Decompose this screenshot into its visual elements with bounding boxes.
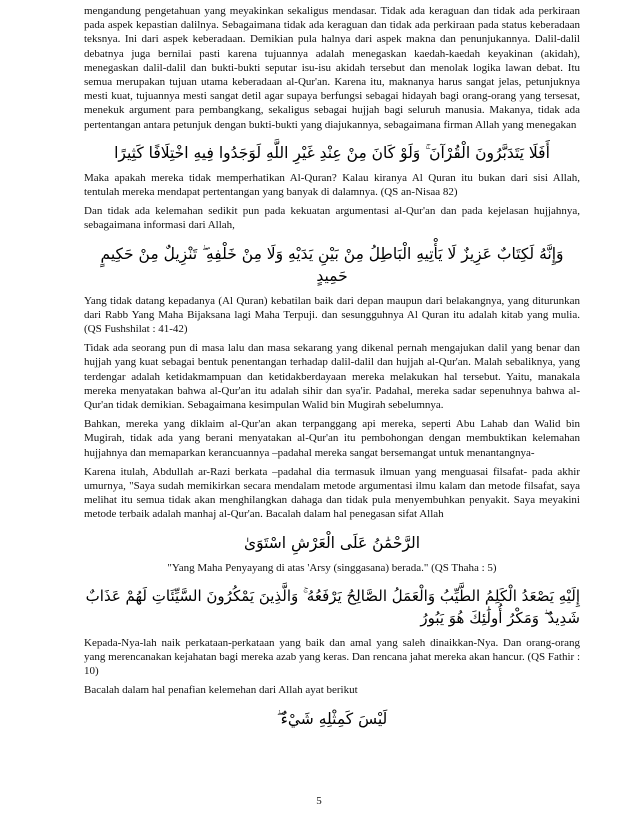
page-number: 5 [316, 795, 322, 807]
arabic-verse-laisa-kamitslihi: لَيْسَ كَمِثْلِهِ شَيْءٌ ۖ [276, 709, 388, 728]
paragraph-9: Bacalah dalam hal penafian kelemehan dari Allah ayat berikut [84, 684, 358, 697]
arabic-verse-an-nisaa-82: أَفَلَا يَتَدَبَّرُونَ الْقُرْآنَ ۚ وَلَوْ كَانَ مِنْ عِنْدِ غَيْرِ اللَّهِ لَوَجَدُوا فِيهِ اخْتِلَافًا كَثِيرًا [114, 143, 550, 162]
paragraph-1: mengandung pengetahuan yang meyakinkan sekaligus mendasar. Tidak ada keraguan dan tidak ada perkiraan pada aspek kepastian dalilnya. Sebagaimana tidak ada keraguan dan tidak ada perkiraan pada status keberadaan teksnya. Ini dari aspek keberadaan. Demikian pula halnya dari aspek makna dan penunjukannya. Dalil-dalil debatnya juga bernilai pasti karena tujuannya adalah menegaskan kaedah-kaedah keyakinan (akidah), menegaskan dalil-dalil dan bukti-bukti seputar isu-isu akidah tersebut dan menolak logika lawan debat. Itu semua merupakan tujuan utama keberadaan al-Qur'an. Karena itu, maknanya harus sangat jelas, petunjuknya mesti kuat, tujuannya mesti sangat detil agar supaya berfungsi sebagai hidayah bagi orang-orang yang tersesat, menekuk argument para pembangkang, sekaligus sebagai hujjah bagi seluruh manusia. Makanya, tidak ada pertentangan antara petunjuk dengan bukti-bukti yang diajukannya, sebagaimana firman Allah yang menegakan [84, 5, 580, 131]
paragraph-translation-fushshilat: Yang tidak datang kepadanya (Al Quran) kebatilan baik dari depan maupun dari belakangnya, yang diturunkan dari Rabb Yang Maha Bijaksana lagi Maha Terpuji. dan sesungguhnya Al Quran itu adalah kitab yang mulia. (QS Fushshilat : 41-42) [84, 294, 580, 336]
arabic-verse-fushshilat: وَإِنَّهُ لَكِتَابٌ عَزِيزٌ لَا يَأْتِيهِ الْبَاطِلُ مِنْ بَيْنِ يَدَيْهِ وَلَا مِنْ خَلْفِهِ ۖ تَنْزِيلٌ مِنْ حَكِيمٍ حَمِيدٍ [100, 244, 564, 285]
paragraph-translation-fathir: Kepada-Nya-lah naik perkataan-perkataan yang baik dan amal yang saleh dinaikkan-Nya. Dan orang-orang yang merencanakan kejahatan bagi mereka azab yang keras. Dan rencana jahat mereka akan hancur. (QS Fathir : 10) [84, 636, 580, 678]
paragraph-3: Dan tidak ada kelemahan sedikit pun pada kekuatan argumentasi al-Qur'an dan pada kejelasan hujjahnya, sebagaimana informasi dari Allah, [84, 205, 580, 232]
paragraph-5: Tidak ada seorang pun di masa lalu dan masa sekarang yang dikenal pernah mengajukan dalil yang benar dan hujjah yang kuat sebagai bentuk penentangan terhadap dalil-dalil dan hujjah al-Qur'an. Malah sebaliknya, yang terdengar adalah ketidakmampuan dan ketidakberdayaan mereka melakukan hal tersebut. Yaitu, manakala mereka menyatakan bahwa al-Qur'an itu adalah sihir dan sya'ir. Padahal, mereka sadar sepenuhnya bahwa al-Qur'an tidak demikian. Sebagaimana kesimpulan Walid bin Mugirah sebelumnya. [84, 342, 580, 412]
paragraph-translation-an-nisaa: Maka apakah mereka tidak memperhatikan Al-Quran? Kalau kiranya Al Quran itu bukan dari sisi Allah, tentulah mereka mendapat pertentangan yang banyak di dalamnya. (QS an-Nisaa 82) [84, 171, 580, 199]
paragraph-7: Karena itulah, Abdullah ar-Razi berkata –padahal dia termasuk ilmuan yang menguasai filsafat- pada akhir umurnya, "Saya sudah memikirkan secara mendalam metode argumentasi ilmu kalam dan metode filsafat, saya melihat itu semua tidak akan menghilangkan dahaga dan tidak pula menyembuhkan penyakit. Saya meyakini metode terbaik adalah manhaj al-Qur'an. Bacalah dalam hal penegasan sifat Allah [84, 465, 580, 521]
paragraph-6: Bahkan, mereka yang diklaim al-Qur'an akan terpanggang api mereka, seperti Abu Lahab dan Walid bin Mugirah, tidak ada yang berani menyatakan al-Qur'an itu pembohongan dengan membuktikan kelemahan hujjahnya dan memaparkan kerancuannya –padahal mereka sangat bersemangat untuk menantangnya- [84, 418, 580, 459]
arabic-verse-fathir-10: إِلَيْهِ يَصْعَدُ الْكَلِمُ الطَّيِّبُ وَالْعَمَلُ الصَّالِحُ يَرْفَعُهُ ۚ وَالَّذِينَ يَمْكُرُونَ السَّيِّئَاتِ لَهُمْ عَذَابٌ شَدِيدٌ ۖ وَمَكْرُ أُولَٰئِكَ هُوَ يَبُورُ [85, 586, 580, 627]
arabic-verse-thaha-5: الرَّحْمَٰنُ عَلَى الْعَرْشِ اسْتَوَىٰ [243, 533, 421, 552]
translation-thaha: "Yang Maha Penyayang di atas 'Arsy (singgasana) berada." (QS Thaha : 5) [167, 561, 497, 574]
